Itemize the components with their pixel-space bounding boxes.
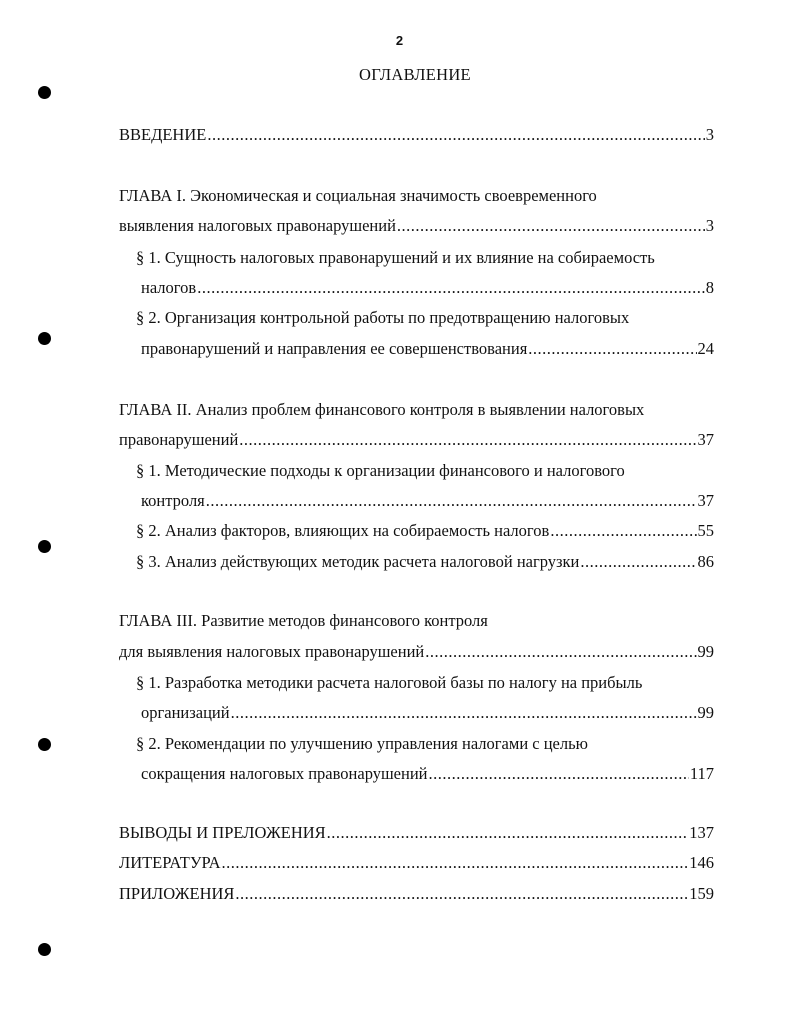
toc-entry-appendices: [119, 883, 714, 905]
toc-section-3-2-title: § 2. Рекомендации по улучшению управления налогами с целью: [136, 734, 588, 753]
toc-entry-intro: [119, 124, 714, 146]
toc-section-1-1: [141, 277, 714, 299]
toc-entry-title: ПРИЛОЖЕНИЯ: [119, 884, 235, 903]
toc-entry-title: § 2. Анализ факторов, влияющих на собираемость налогов: [136, 521, 550, 540]
dot-leader: [550, 520, 696, 542]
toc-entry-title: выявления налоговых правонарушений: [119, 216, 396, 235]
toc-chapter-2-title: ГЛАВА II. Анализ проблем финансового контроля в выявлении налоговых: [119, 400, 645, 419]
toc-section-2-1: [141, 490, 714, 512]
toc-page-number: 3: [705, 216, 714, 235]
dot-leader: [197, 277, 705, 299]
binder-hole-3: [38, 540, 51, 553]
toc-section-1-1-title: § 1. Сущность налоговых правонарушений и их влияние на собираемость: [136, 248, 655, 267]
toc-page-number: 117: [689, 764, 714, 783]
dot-leader: [425, 641, 696, 663]
dot-leader: [207, 124, 704, 146]
toc-section-3-1: [141, 702, 714, 724]
toc-section-2-2: [136, 520, 714, 542]
toc-entry-title: ЛИТЕРАТУРА: [119, 853, 221, 872]
binder-hole-2: [38, 332, 51, 345]
page-number: 2: [395, 33, 404, 48]
toc-entry-title: ВЫВОДЫ И ПРЕЛОЖЕНИЯ: [119, 823, 326, 842]
toc-page-number: 37: [697, 491, 714, 510]
toc-entry-title: сокращения налоговых правонарушений: [141, 764, 428, 783]
toc-entry-title: правонарушений и направления ее совершенствования: [141, 339, 528, 358]
dot-leader: [429, 763, 689, 785]
dot-leader: [528, 338, 696, 360]
toc-page-number: 3: [705, 125, 714, 144]
dot-leader: [231, 702, 697, 724]
toc-entry-title: правонарушений: [119, 430, 239, 449]
toc-page-number: 99: [697, 703, 714, 722]
toc-section-2-3: [136, 551, 714, 573]
toc-section-1-2: [141, 338, 714, 360]
dot-leader: [580, 551, 696, 573]
toc-entry-title: ВВЕДЕНИЕ: [119, 125, 207, 144]
binder-hole-1: [38, 86, 51, 99]
toc-page-number: 24: [697, 339, 714, 358]
toc-entry-literature: [119, 852, 714, 874]
toc-page-number: 146: [689, 853, 714, 872]
binder-hole-5: [38, 943, 51, 956]
toc-entry-title: для выявления налоговых правонарушений: [119, 642, 425, 661]
toc-page-number: 86: [697, 552, 714, 571]
toc-entry-title: контроля: [141, 491, 205, 510]
toc-section-2-1-title: § 1. Методические подходы к организации финансового и налогового: [136, 461, 625, 480]
dot-leader: [222, 852, 689, 874]
dot-leader: [235, 883, 688, 905]
toc-entry-title: налогов: [141, 278, 197, 297]
toc-page-number: 159: [689, 884, 714, 903]
toc-page-number: 137: [689, 823, 714, 842]
toc-entry-conclusions: [119, 822, 714, 844]
toc-page-number: 8: [705, 278, 714, 297]
dot-leader: [327, 822, 689, 844]
toc-chapter-2: [119, 429, 714, 451]
toc-page-number: 55: [697, 521, 714, 540]
toc-chapter-1-title: ГЛАВА I. Экономическая и социальная значимость своевременного: [119, 186, 597, 205]
toc-entry-title: § 3. Анализ действующих методик расчета налоговой нагрузки: [136, 552, 580, 571]
toc-section-3-2: [141, 763, 714, 785]
toc-page-number: 37: [697, 430, 714, 449]
toc-chapter-3: [119, 641, 714, 663]
dot-leader: [239, 429, 696, 451]
toc-page-number: 99: [697, 642, 714, 661]
toc-section-1-2-title: § 2. Организация контрольной работы по предотвращению налоговых: [136, 308, 630, 327]
toc-chapter-3-title: ГЛАВА III. Развитие методов финансового контроля: [119, 611, 488, 630]
toc-section-3-1-title: § 1. Разработка методики расчета налоговой базы по налогу на прибыль: [136, 673, 643, 692]
toc-entry-title: организаций: [141, 703, 230, 722]
dot-leader: [397, 215, 705, 237]
page-title: ОГЛАВЛЕНИЕ: [359, 65, 471, 84]
dot-leader: [206, 490, 697, 512]
toc-chapter-1: [119, 215, 714, 237]
binder-hole-4: [38, 738, 51, 751]
